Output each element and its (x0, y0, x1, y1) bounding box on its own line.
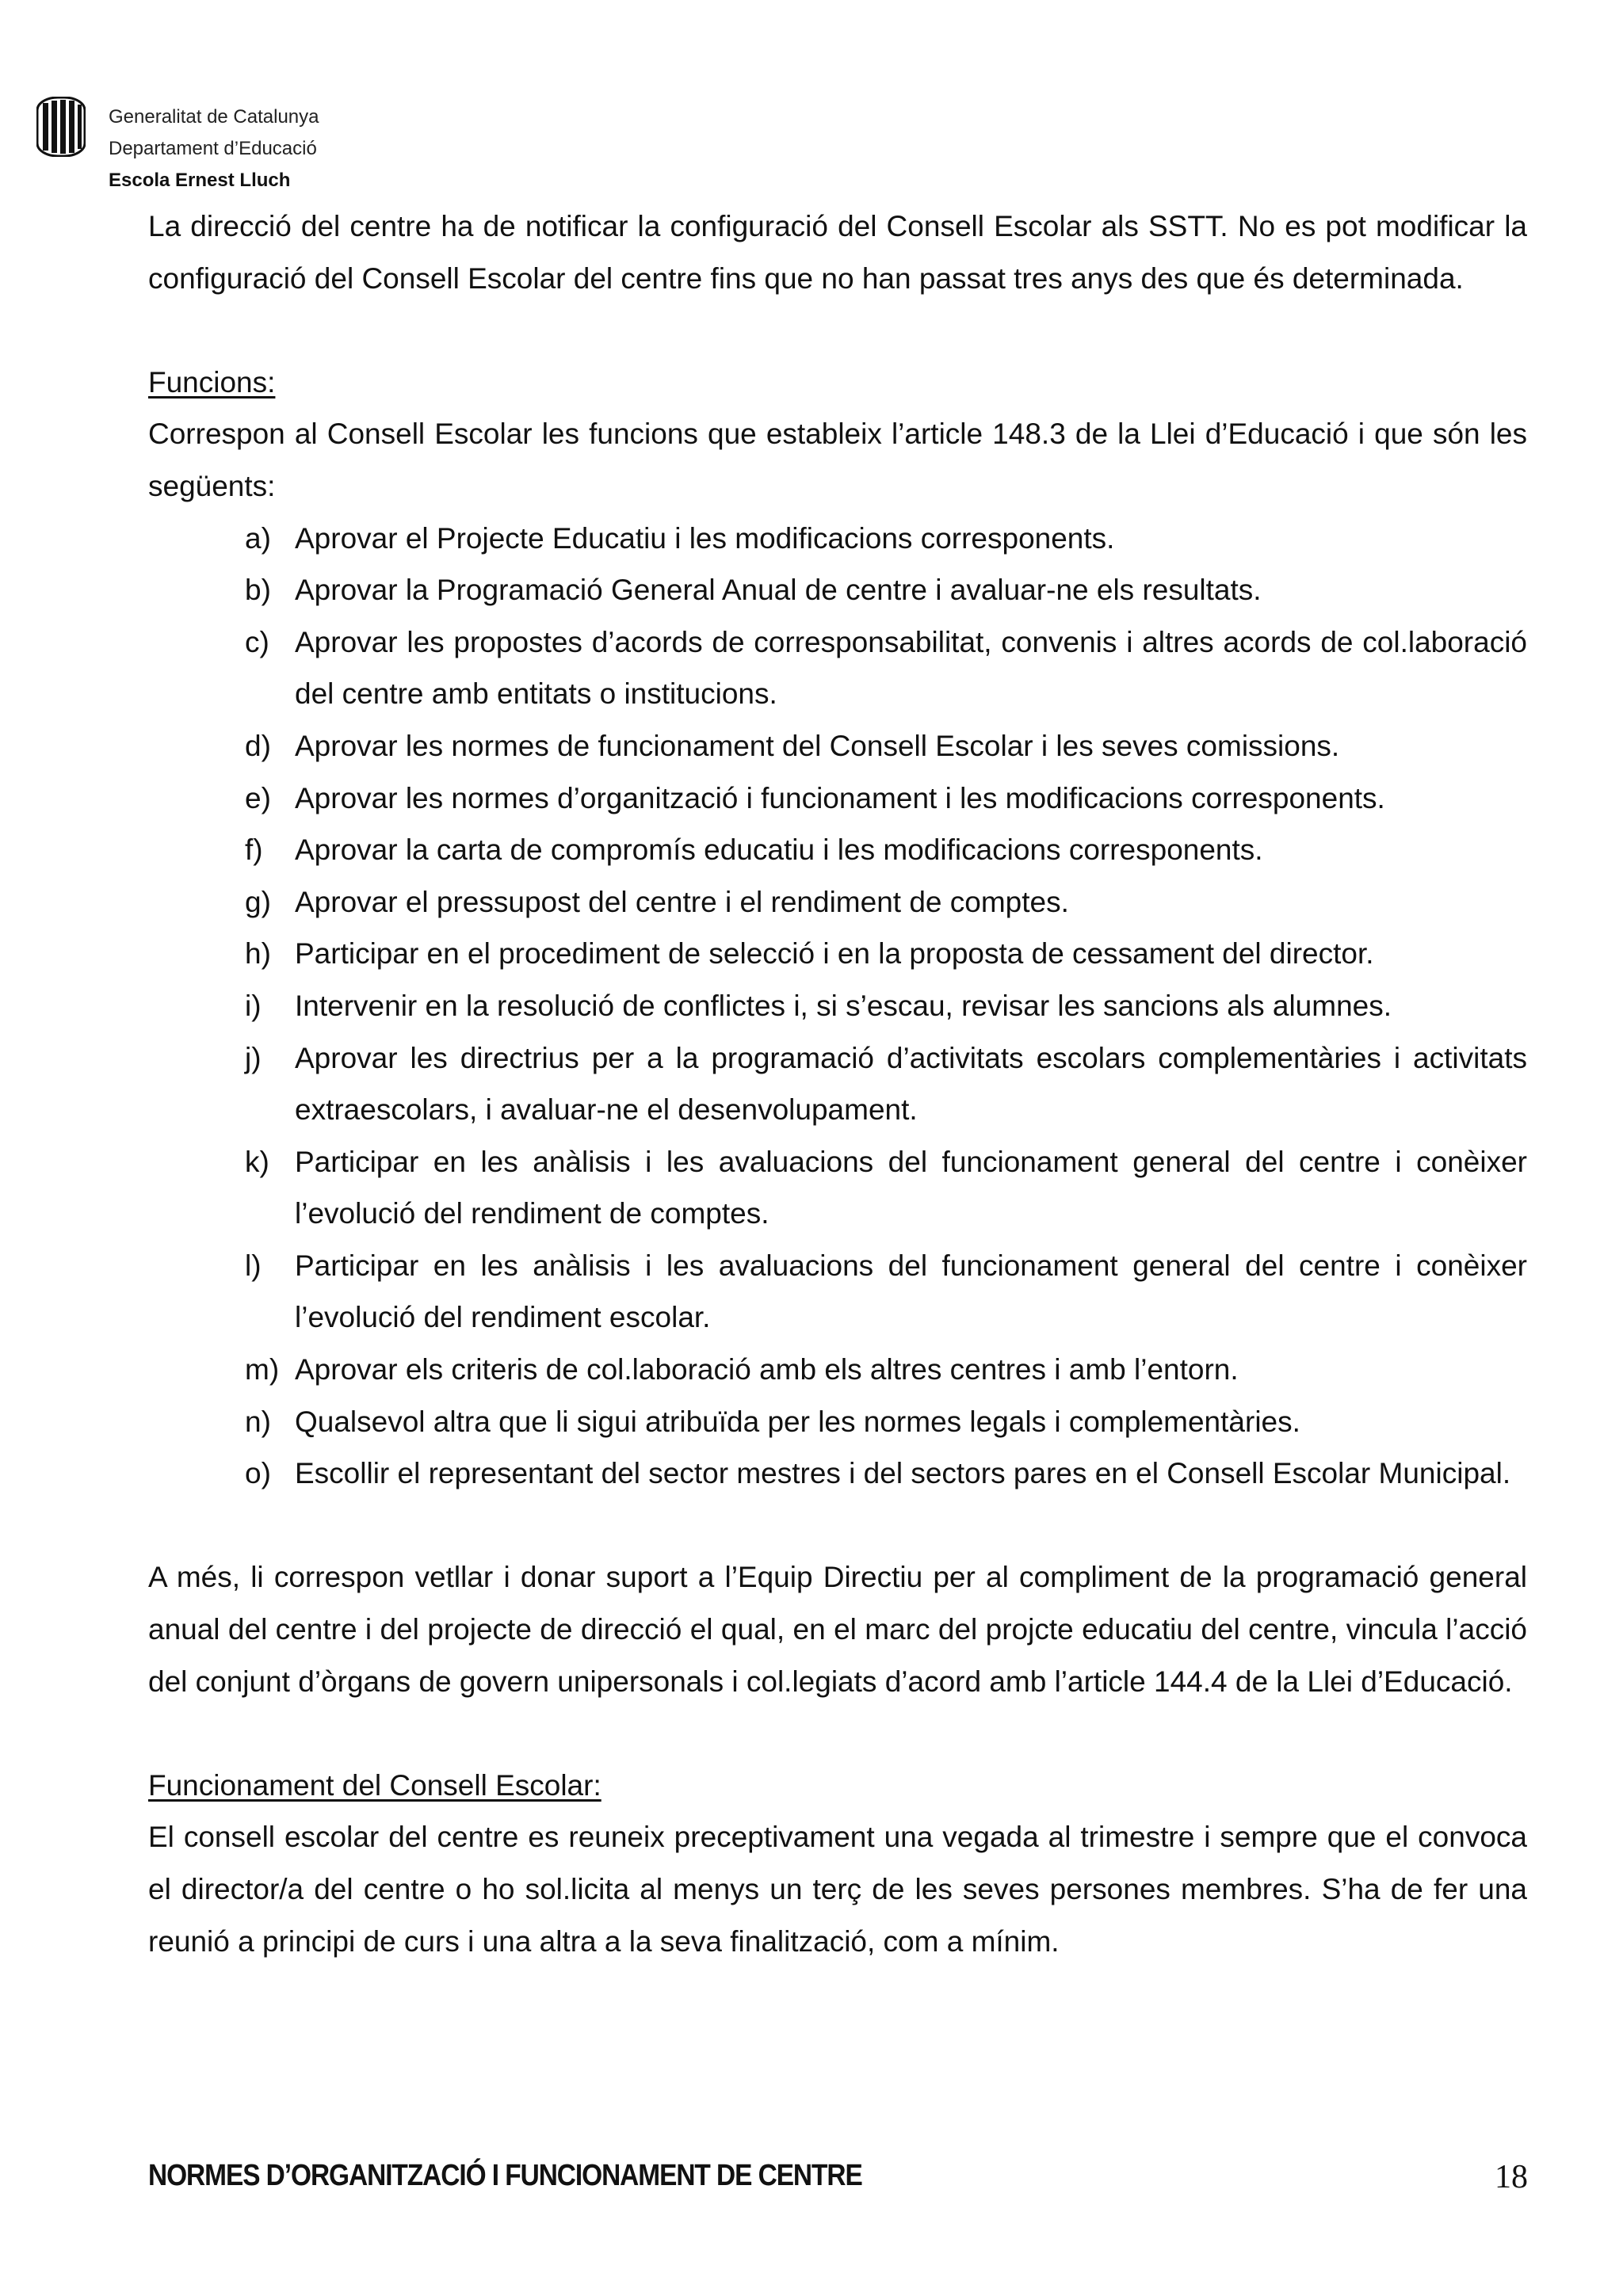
list-item-text: Aprovar les normes de funcionament del Consell Escolar i les seves comissions. (295, 729, 1340, 762)
list-item-text: Escollir el representant del sector mestres i del sectors pares en el Consell Escolar Municipal. (295, 1457, 1511, 1490)
intro-paragraph: La direcció del centre ha de notificar la configuració del Consell Escolar als SSTT. No es pot modificar la configuració del Consell Escolar del centre fins que no han passat tres anys des que és determinada. (148, 210, 1527, 295)
list-item-marker: g) (245, 885, 271, 918)
list-item-text: Aprovar les propostes d’acords de corresponsabilitat, convenis i altres acords de col.laboració del centre amb entitats o institucions. (295, 625, 1527, 711)
list-item-text: Participar en les anàlisis i les avaluacions del funcionament general del centre i conèixer l’evolució del rendiment escolar. (295, 1249, 1527, 1334)
list-item (148, 720, 1527, 772)
list-item (148, 1396, 1527, 1448)
funcionament-heading: Funcionament del Consell Escolar: (148, 1768, 601, 1802)
list-item-text: Aprovar els criteris de col.laboració amb els altres centres i amb l’entorn. (295, 1353, 1239, 1386)
list-item-marker: f) (245, 833, 263, 867)
list-item-marker: d) (245, 729, 271, 762)
list-item-text: Aprovar el Projecte Educatiu i les modificacions corresponents. (295, 521, 1115, 555)
list-item-text: Participar en les anàlisis i les avaluacions del funcionament general del centre i conèixer l’evolució del rendiment de comptes. (295, 1145, 1527, 1230)
list-item (148, 824, 1527, 876)
list-item (148, 928, 1527, 980)
funcions-intro: Correspon al Consell Escolar les funcions que estableix l’article 148.3 de la Llei d’Educació i que són les següents: (148, 418, 1527, 502)
funcions-list (148, 513, 1527, 1500)
list-item-marker: h) (245, 937, 271, 971)
spacer (148, 304, 1527, 357)
page-number: 18 (1495, 2159, 1528, 2195)
list-item-marker: b) (245, 574, 271, 607)
list-item-text: Intervenir en la resolució de conflictes i, si s’escau, revisar les sancions als alumnes. (295, 989, 1392, 1022)
list-item-marker: e) (245, 781, 271, 814)
spacer (148, 1707, 1527, 1760)
list-item-text: Aprovar les directrius per a la programació d’activitats escolars complementàries i activitats extraescolars, i avaluar-ne el desenvolupament. (295, 1041, 1527, 1127)
footer-title: NORMES D’ORGANITZACIÓ I FUNCIONAMENT DE CENTRE (148, 2159, 862, 2192)
list-item (148, 513, 1527, 565)
generalitat-logo-icon (36, 97, 86, 157)
department-name: Departament d’Educació (109, 138, 317, 159)
list-item-marker: i) (245, 989, 262, 1022)
list-item-text: Participar en el procediment de selecció i en la proposta de cessament del director. (295, 937, 1374, 971)
list-item (148, 616, 1527, 720)
funcionament-paragraph: El consell escolar del centre es reuneix preceptivament una vegada al trimestre i sempre que el convoca el director/a del centre o ho sol.licita al menys un terç de les seves persones membres. S’ha de fer una reunió a principi de curs i una altra a la seva finalització, com a mínim. (148, 1821, 1527, 1958)
list-item (148, 564, 1527, 616)
list-item-marker: j) (245, 1041, 262, 1074)
list-item (148, 876, 1527, 929)
list-item-marker: o) (245, 1457, 271, 1490)
list-item (148, 1032, 1527, 1136)
list-item-marker: c) (245, 625, 269, 658)
list-item (148, 980, 1527, 1032)
list-item-marker: m) (245, 1353, 280, 1386)
list-item (148, 1344, 1527, 1396)
list-item (148, 1240, 1527, 1344)
spacer (148, 1500, 1527, 1552)
list-item-text: Qualsevol altra que li sigui atribuïda per les normes legals i complementàries. (295, 1405, 1300, 1438)
a-mes-paragraph: A més, li correspon vetllar i donar suport a l’Equip Directiu per al compliment de la programació general anual del centre i del projecte de direcció el qual, en el marc del projcte educatiu del centre, vincula l’acció del conjunt d’òrgans de govern unipersonals i col.legiats d’acord amb l’article 144.4 de la Llei d’Educació. (148, 1561, 1527, 1698)
list-item-marker: a) (245, 521, 271, 555)
school-name: Escola Ernest Lluch (109, 170, 291, 191)
list-item-marker: l) (245, 1249, 262, 1282)
list-item (148, 772, 1527, 825)
organization-block (109, 101, 319, 196)
list-item-text: Aprovar el pressupost del centre i el rendiment de comptes. (295, 885, 1069, 918)
list-item-text: Aprovar la Programació General Anual de centre i avaluar-ne els resultats. (295, 574, 1262, 607)
document-body (148, 200, 1527, 1967)
list-item-marker: k) (245, 1145, 269, 1178)
list-item (148, 1447, 1527, 1500)
org-name: Generalitat de Catalunya (109, 106, 319, 128)
list-item (148, 1136, 1527, 1240)
list-item-text: Aprovar la carta de compromís educatiu i les modificacions corresponents. (295, 833, 1263, 867)
list-item-text: Aprovar les normes d’organització i funcionament i les modificacions corresponents. (295, 781, 1385, 814)
funcions-heading: Funcions: (148, 365, 276, 399)
list-item-marker: n) (245, 1405, 271, 1438)
